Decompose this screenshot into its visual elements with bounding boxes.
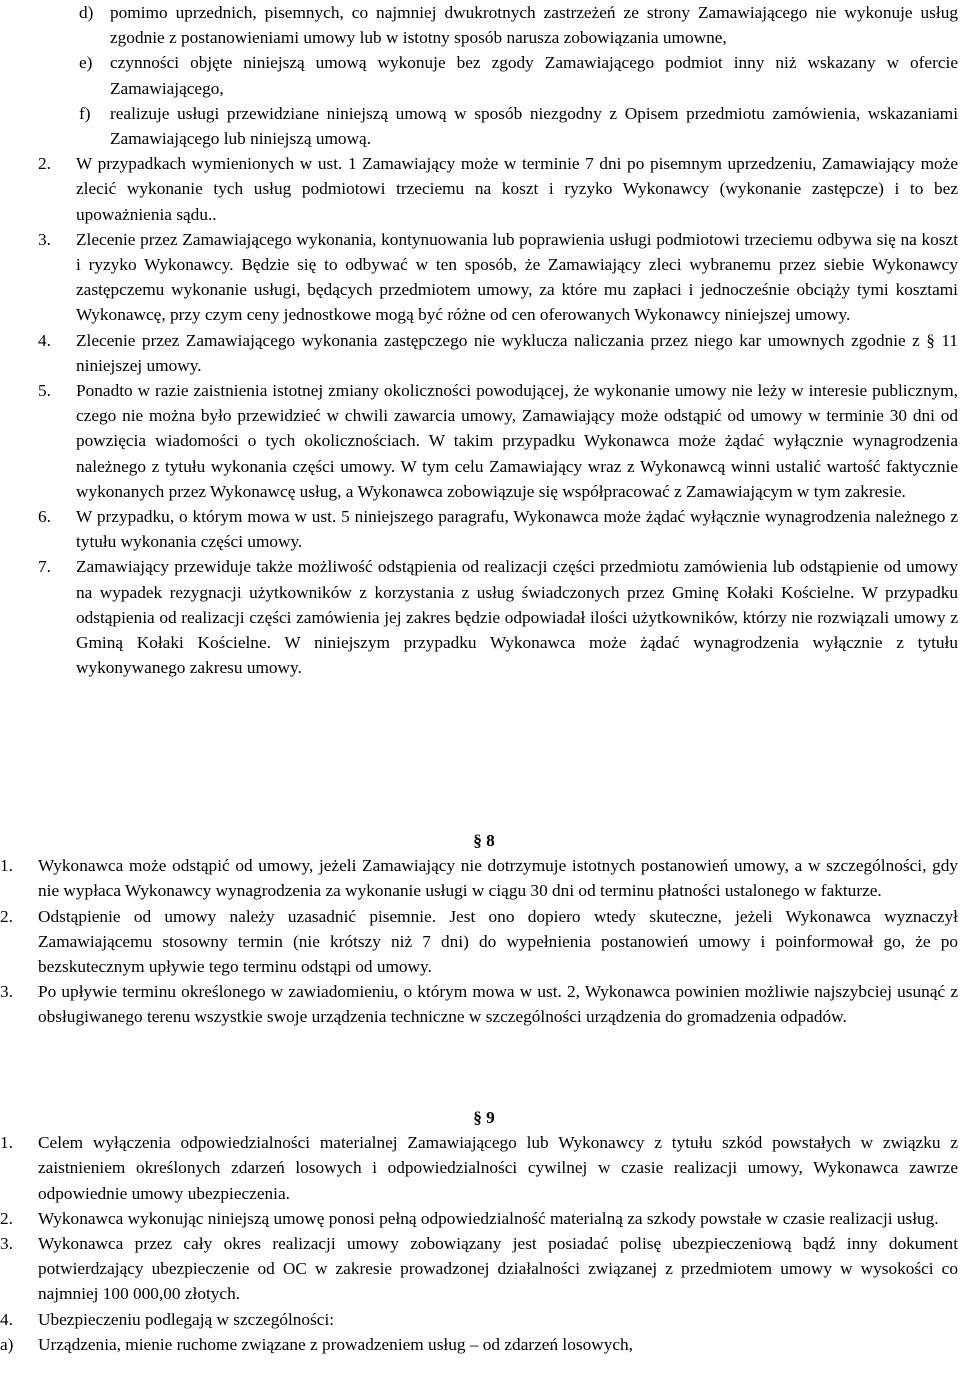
section-continuation: [0, 0, 958, 680]
list-text: Ubezpieczeniu podlegają w szczególności:: [38, 1309, 335, 1329]
section-9: [0, 1105, 958, 1357]
numbered-item-4: [0, 328, 958, 378]
list-marker: 3.: [0, 1234, 13, 1254]
section-8-item-1: [0, 853, 958, 903]
section-9-item-1: [0, 1130, 958, 1206]
list-marker: 2.: [0, 1208, 13, 1228]
list-marker: 3.: [38, 229, 51, 249]
list-text: realizuje usługi przewidziane niniejszą umową w sposób niezgodny z Opisem przedmiotu zamówienia, wskazaniami Zamawiającego lub niniejszą umową.: [110, 103, 958, 149]
section-8: [0, 828, 958, 1030]
list-text: czynności objęte niniejszą umową wykonuje bez zgody Zamawiającego podmiot inny niż wskazany w ofercie Zamawiającego,: [110, 53, 958, 98]
section-9-sub-item-a: [0, 1332, 958, 1357]
list-item-e: [0, 50, 958, 100]
list-text: Celem wyłączenia odpowiedzialności materialnej Zamawiającego lub Wykonawcy z tytułu szkód powstałych w związku z zaistnieniem określonych zdarzeń losowych i odpowiedzialności cywilnej w czasie realizacji umowy, Wykonawca zawrze odpowiednie umowy ubezpieczenia.: [38, 1133, 958, 1203]
section-heading: § 8: [473, 831, 495, 850]
list-text: pomimo uprzednich, pisemnych, co najmniej dwukrotnych zastrzeżeń ze strony Zamawiającego nie wykonuje usług zgodnie z postanowieniami umowy lub w istotny sposób narusza zobowiązania umowne,: [110, 3, 958, 48]
list-marker: 7.: [38, 557, 51, 577]
list-text: Odstąpienie od umowy należy uzasadnić pisemnie. Jest ono dopiero wtedy skuteczne, jeżeli Wykonawca wyznaczył Zamawiającemu stosowny termin (nie krótszy niż 7 dni) do wypełnienia postanowień umowy i poinformował go, że po bezskutecznym upływie tego terminu odstąpi od umowy.: [38, 906, 958, 977]
list-marker: 1.: [0, 1133, 13, 1153]
numbered-item-7: [0, 554, 958, 680]
section-heading: § 9: [473, 1108, 495, 1127]
list-marker: 2.: [0, 906, 13, 926]
list-item-f: [0, 101, 958, 151]
list-marker: a): [0, 1334, 14, 1354]
numbered-item-6: [0, 504, 958, 554]
section-8-item-3: [0, 979, 958, 1029]
list-text: Wykonawca może odstąpić od umowy, jeżeli Zamawiający nie dotrzymuje istotnych postanowień umowy, a w szczególności, gdy nie wypłaca Wykonawcy wynagrodzenia za wykonanie usługi w ciągu 30 dni od terminu płatności ustalonego w fakturze.: [38, 856, 958, 901]
list-text: Urządzenia, mienie ruchome związane z prowadzeniem usług – od zdarzeń losowych,: [38, 1334, 633, 1354]
section-9-item-4: [0, 1307, 958, 1332]
list-marker: 4.: [38, 330, 51, 350]
list-marker: 6.: [38, 507, 51, 527]
section-8-item-2: [0, 904, 958, 980]
section-9-item-3: [0, 1231, 958, 1307]
list-text: Zlecenie przez Zamawiającego wykonania, kontynuowania lub poprawienia usługi podmiotowi trzeciemu odbywa się na koszt i ryzyko Wykonawcy. Będzie się to odbywać w ten sposób, że Zamawiający zleci wybranemu przez siebie Wykonawcy zastępczemu wykonanie usługi, będących przedmiotem umowy, za które mu zapłaci i jednocześnie obciąży tymi kosztami Wykonawcę, przy czym ceny jednostkowe mogą być różne od cen oferowanych Wykonawcy niniejszej umowy.: [76, 229, 958, 325]
list-marker: 4.: [0, 1309, 13, 1329]
list-text: W przypadku, o którym mowa w ust. 5 niniejszego paragrafu, Wykonawca może żądać wyłącznie wynagrodzenia należnego z tytułu wykonania części umowy.: [76, 507, 958, 552]
numbered-item-2: [0, 151, 958, 227]
list-marker: f): [79, 103, 91, 123]
list-marker: d): [79, 3, 94, 22]
list-marker: 1.: [0, 856, 13, 876]
list-item-d: [0, 0, 958, 50]
list-text: Zlecenie przez Zamawiającego wykonania zastępczego nie wyklucza naliczania przez niego kar umownych zgodnie z § 11 niniejszej umowy.: [76, 330, 958, 375]
section-9-item-2: [0, 1206, 958, 1231]
list-text: Ponadto w razie zaistnienia istotnej zmiany okoliczności powodującej, że wykonanie umowy nie leży w interesie publicznym, czego nie można było przewidzieć w chwili zawarcia umowy, Zamawiający może odstąpić od umowy w terminie 30 dni od powzięcia wiadomości o tych okolicznościach. W takim przypadku Wykonawca może żądać wyłącznie wynagrodzenia należnego z tytułu wykonania części umowy. W tym celu Zamawiający wraz z Wykonawcą winni ustalić wartość faktycznie wykonanych przez Wykonawcę usług, a Wykonawca zobowiązuje się współpracować z Zamawiającym w tym zakresie.: [76, 381, 958, 501]
list-marker: 2.: [38, 154, 51, 174]
list-text: Wykonawca wykonując niniejszą umowę ponosi pełną odpowiedzialność materialną za szkody powstałe w czasie realizacji usług.: [38, 1208, 939, 1228]
numbered-item-5: [0, 378, 958, 504]
list-text: W przypadkach wymienionych w ust. 1 Zamawiający może w terminie 7 dni po pisemnym uprzedzeniu, Zamawiający może zlecić wykonanie tych usług podmiotowi trzeciemu na koszt i ryzyko Wykonawcy (wykonanie zastępcze) i to bez upoważnienia sądu..: [76, 154, 958, 224]
list-text: Po upływie terminu określonego w zawiadomieniu, o którym mowa w ust. 2, Wykonawca powinien możliwie najszybciej usunąć z obsługiwanego terenu wszystkie swoje urządzenia techniczne w szczególności urządzenia do gromadzenia odpadów.: [38, 982, 958, 1027]
list-marker: e): [79, 53, 93, 73]
list-text: Zamawiający przewiduje także możliwość odstąpienia od realizacji części przedmiotu zamówienia lub odstąpienie od umowy na wypadek rezygnacji użytkowników z korzystania z usług świadczonych przez Gminę Kołaki Kościelne. W przypadku odstąpienia od realizacji części zamówienia jej zakres będzie odpowiadał ilości użytkowników, którzy nie rozwiązali umowy z Gminą Kołaki Kościelne. W niniejszym przypadku Wykonawca może żądać wynagrodzenia wyłącznie z tytułu wykonywanego zakresu umowy.: [76, 557, 958, 678]
list-text: Wykonawca przez cały okres realizacji umowy zobowiązany jest posiadać polisę ubezpieczeniową bądź inny dokument potwierdzający ubezpieczenie od OC w zakresie prowadzonej działalności związanej z przedmiotem umowy w wysokości co najmniej 100 000,00 złotych.: [38, 1234, 958, 1304]
list-marker: 5.: [38, 381, 51, 401]
list-marker: 3.: [0, 982, 13, 1002]
numbered-item-3: [0, 227, 958, 328]
